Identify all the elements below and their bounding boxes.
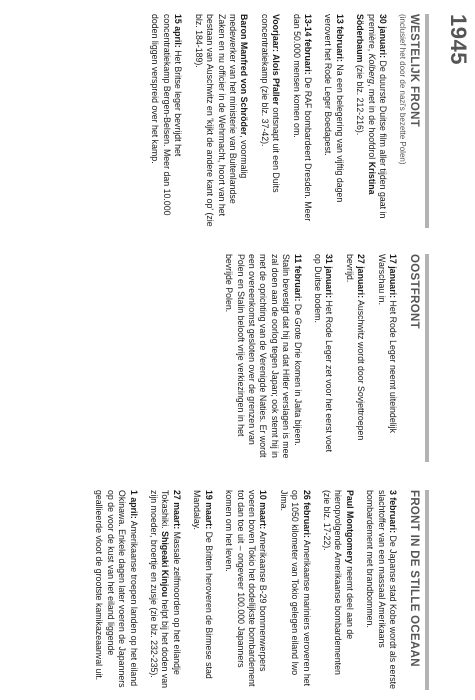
entry-list (149, 14, 388, 228)
entry-text: ontsnapt uit een Duits concentratiekamp (zie blz. 37-42). (259, 14, 282, 193)
timeline-entry (290, 14, 313, 228)
timeline-entry (321, 490, 355, 690)
entry-text: , voormalig medewerker van het ministerie van Buitenlandse Zaken en nu officier in de Wehrmacht, hoort van het bestaan van Auschwitz en 'kijkt de andere kant op' (zie blz. 184-189). (193, 14, 250, 227)
entry-text: Het Rode Leger zet voor het eerst voet op Duitse bodem. (312, 254, 335, 453)
timeline-entry (258, 14, 281, 228)
entry-text: De duurste Duitse film aller tijden gaat in première, (366, 14, 388, 219)
entry-text: Amerikaanse B-29 bommenwerpers voeren boven Tokio het dodelijkste bombardement tot dan toe uit – ongeveer 100.000 Japanners komen om het leven. (224, 490, 269, 687)
timeline-entry (322, 14, 345, 228)
timeline-entry (343, 254, 366, 462)
entry-bold-text: 15 april: (173, 14, 184, 48)
entry-text: De RAF bombardeert Dresden. Meer dan 50.000 mensen komen om. (291, 14, 313, 222)
column-oostfront (214, 254, 429, 462)
entry-bold-text: 3 februari: (388, 490, 398, 534)
entry-text: Het Rode Leger neemt uiteindelijk Warschau in. (376, 254, 398, 433)
entry-bold-text: Baron Manfred von Schröder (239, 14, 250, 136)
entry-bold-text: 13-14 februari: (302, 14, 313, 75)
timeline-entry (192, 14, 249, 228)
entry-text: (zie blz. 212-216). (355, 62, 366, 136)
column-title: OOSTFRONT (408, 254, 420, 329)
column-rule (425, 254, 429, 462)
entry-bold-text: 31 januari: (324, 254, 335, 299)
column-subtitle: (inclusief het door de nazi's bezette Polen) (398, 14, 407, 165)
entry-bold-text: Paul Montgomery (344, 490, 355, 564)
timeline-entry (223, 254, 303, 462)
entry-text: Amerikaanse troepen landen op het eiland Okinawa. Enkele dagen later voeren de Japanners op de voor de kust van het eiland liggende geallieerde vloot de grootste kamikazeaanval uit. (94, 490, 139, 688)
column-stille-oceaan (84, 490, 429, 690)
column-title: FRONT IN DE STILLE OCEAAN (408, 490, 420, 667)
entry-list (223, 254, 398, 462)
entry-bold-text: 27 maart: (171, 490, 182, 530)
entry-bold-text: Voorjaar: Alois Pfaller (271, 14, 282, 105)
entry-text: De Japanse stad Kobe wordt als eerste slachtoffer van een massaal Amerikaans bombardement met brandbommen. (365, 490, 398, 690)
entry-bold-text: Shigeaki Kinjou (160, 531, 171, 598)
timeline-entry (191, 490, 214, 690)
entry-bold-text: 19 maart: (203, 490, 214, 530)
timeline-entry (223, 490, 269, 690)
entry-bold-text: 27 januari: (356, 254, 367, 299)
timeline-entry (148, 490, 182, 690)
column-westelijk-front (140, 14, 429, 228)
column-rule (425, 14, 429, 228)
timeline-entry (312, 254, 335, 462)
entry-text: helpt bij het doden van zijn moeder, broertje en zusje (zie blz. 232-235). (149, 490, 171, 689)
entry-text: Auschwitz wordt door Sovjettroepen bevrijd. (344, 254, 367, 441)
entry-text: Het Britse leger bevrijdt het concentratiekamp Bergen-Belsen. Meer dan 10.000 doden liggen verspreid over het kamp. (150, 14, 184, 216)
timeline-entry (93, 490, 139, 690)
entry-text: Na een belegering van vijftig dagen verovert het Rode Leger Boedapest. (323, 14, 345, 203)
entry-bold-text: 30 januari: (378, 14, 388, 59)
timeline-entry (375, 254, 398, 462)
entry-list (93, 490, 398, 690)
column-title: WESTELIJK FRONT (408, 14, 420, 128)
entry-text: Massale zelfmoorden op het eilandje Tokashiki. (160, 490, 182, 675)
timeline-entry (277, 490, 311, 690)
entry-bold-text: 11 februari: (292, 254, 303, 302)
entry-bold-text: Kristina Söderbaum (355, 14, 377, 195)
entry-text: , met in de hoofdrol (366, 83, 377, 162)
column-rule (425, 490, 429, 690)
entry-bold-text: 1 april: (128, 490, 139, 519)
entry-text: De Grote Drie komen in Jalta bijeen. Stalin bevestigt dat hij na dat Hitler verslagen is mee zal doen aan de oorlog tegen Japan; ook stemt hij in met de oprichting van de Verenigde Naties. Er wordt een overeenkomst gesloten over de grenzen van Polen en Stalin belooft vrije verkiezingen in het bevrijde Polen. (224, 254, 303, 459)
entry-italic-text: Kolberg (366, 53, 377, 84)
entry-bold-text: 13 februari: (334, 14, 345, 62)
entry-text: De Britten heroveren de Birmese stad Mandalay. (192, 490, 214, 679)
page-year: 1945 (446, 14, 471, 65)
timeline-entry (354, 14, 388, 228)
timeline-entry (364, 490, 398, 690)
entry-text: neemt deel aan de hieropvolgende Amerikaanse bombardementen (zie blz. 17-22). (321, 490, 355, 675)
entry-text: Amerikaanse mariniers veroveren het op 1050 kilometer van Tokio gelegen eiland Iwo Jima. (278, 490, 312, 687)
entry-bold-text: 17 januari: (388, 254, 398, 299)
entry-bold-text: 10 maart: (258, 490, 269, 530)
entry-bold-text: 26 februari: (301, 490, 312, 538)
timeline-entry (149, 14, 183, 228)
